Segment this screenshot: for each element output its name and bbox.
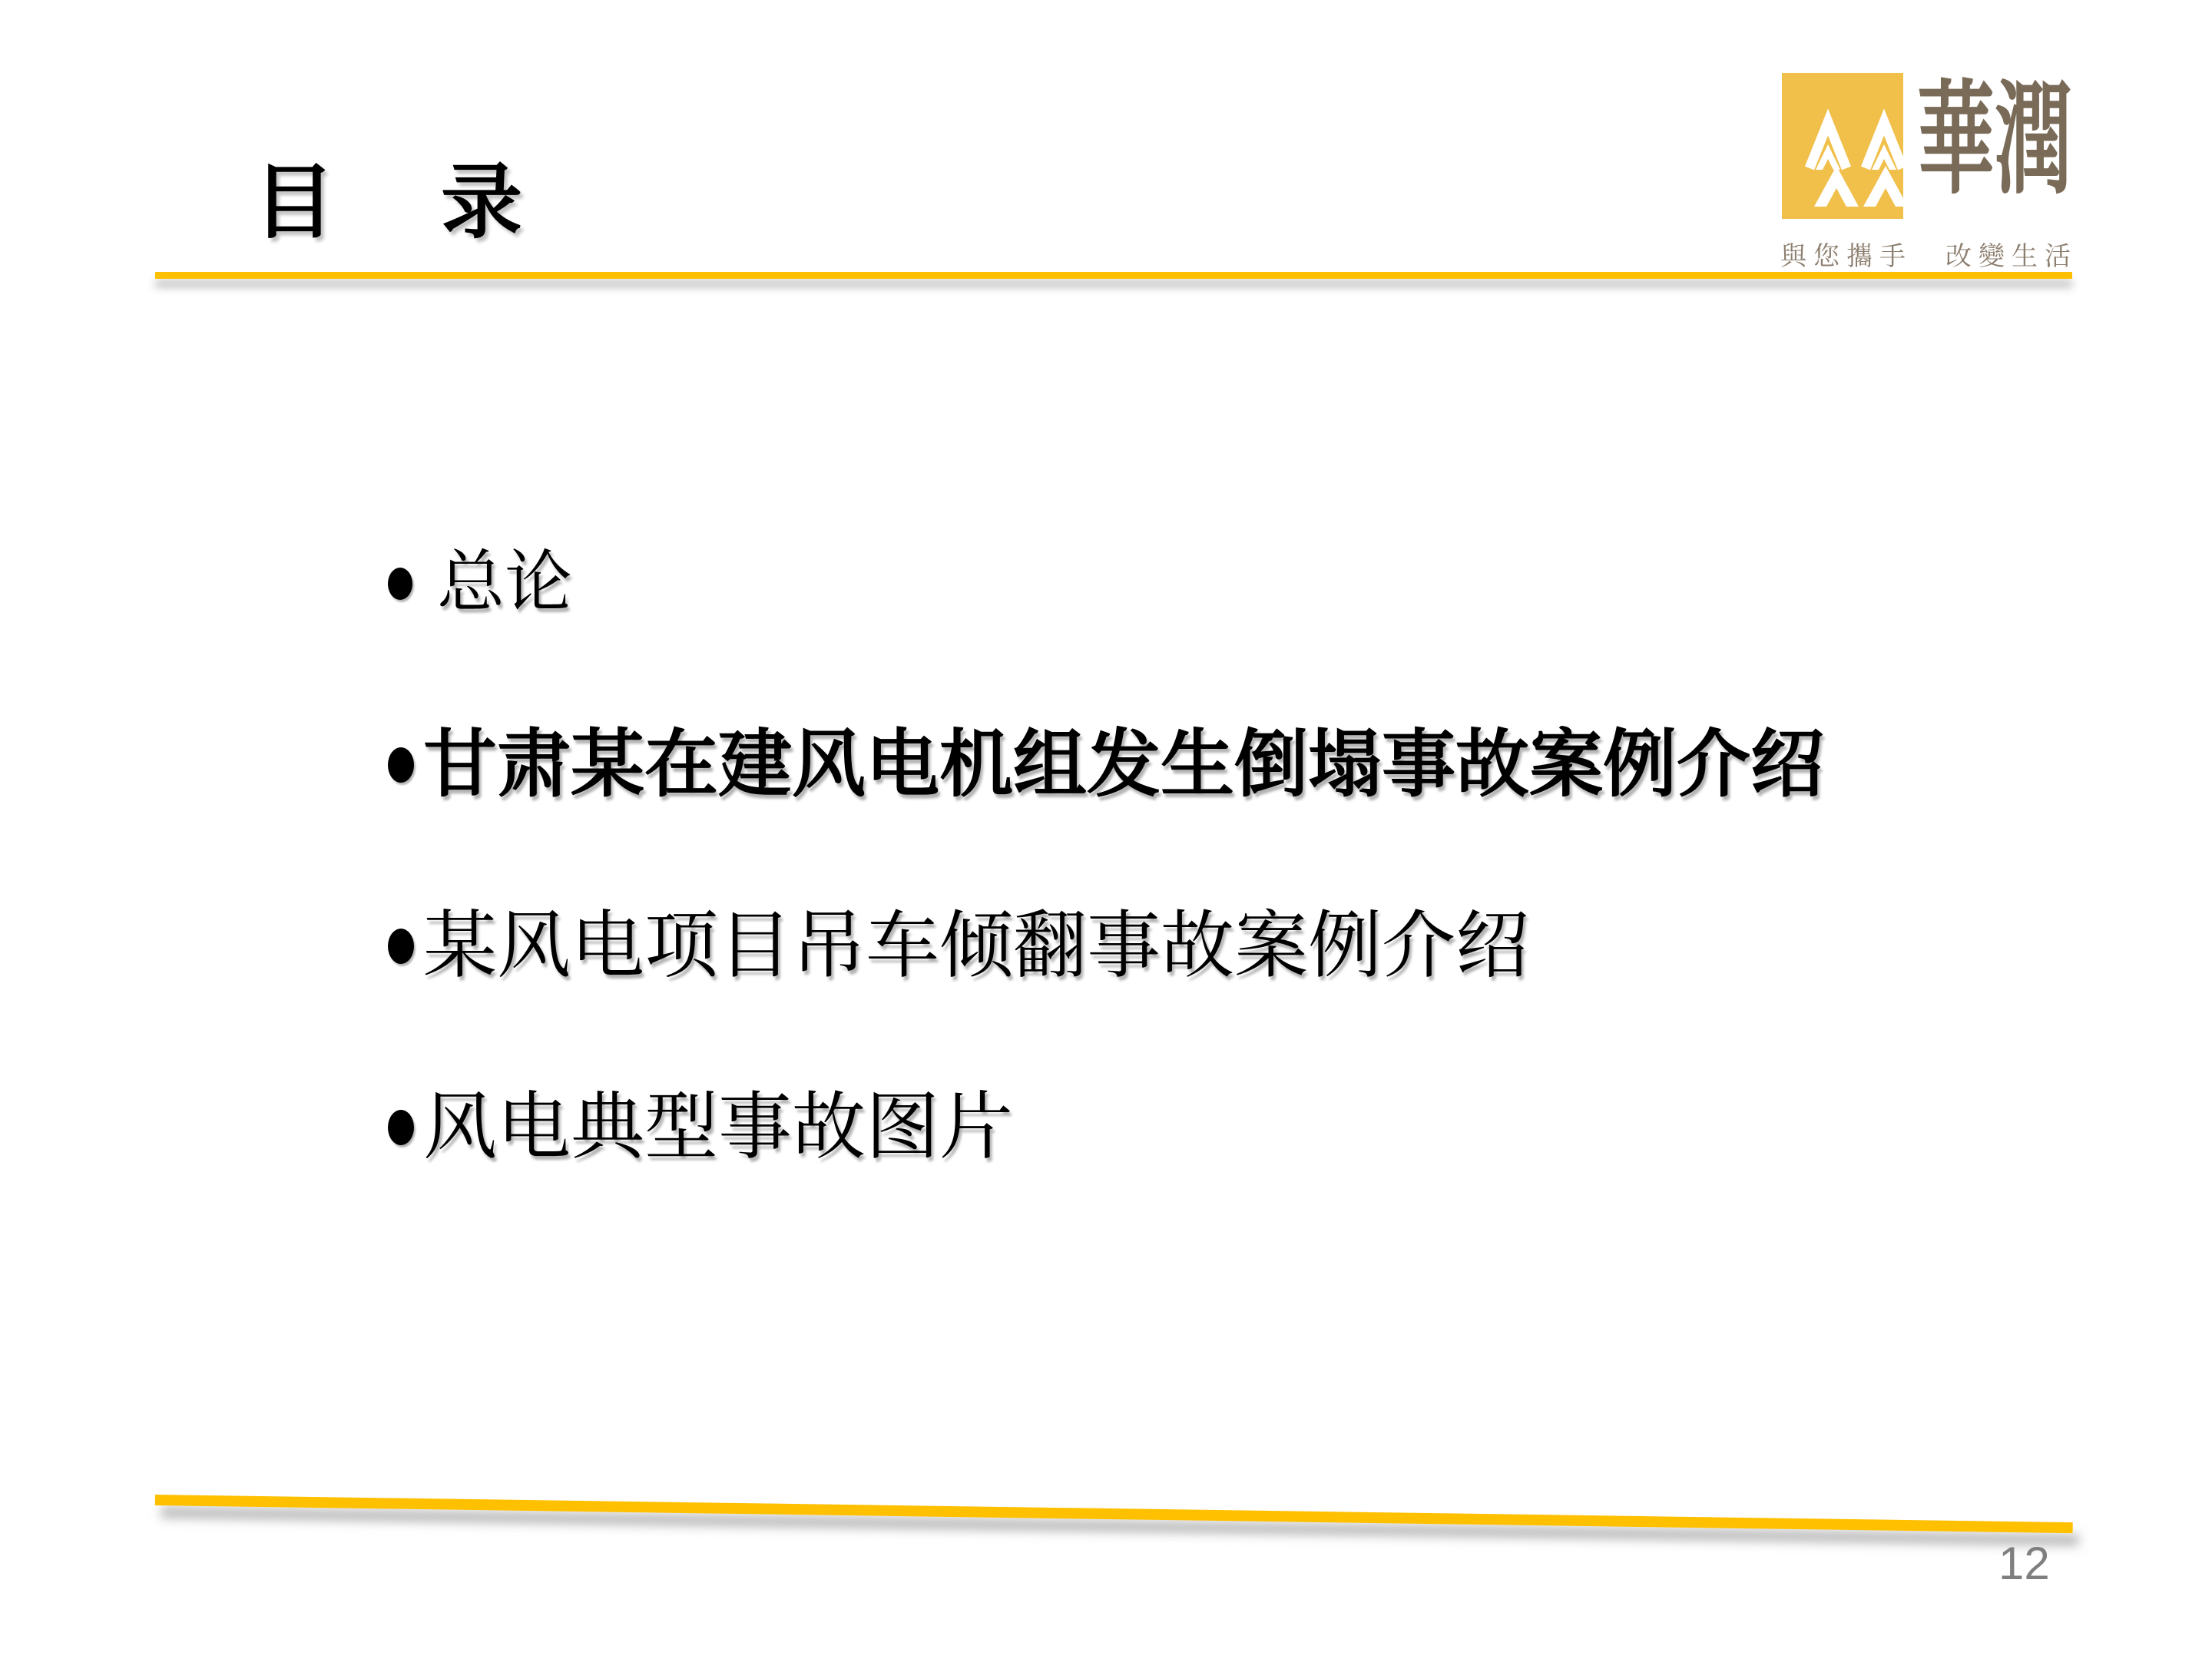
toc-item-label: 甘肃某在建风电机组发生倒塌事故案例介绍: [423, 724, 1824, 806]
toc-item-label: 某风电项目吊车倾翻事故案例介绍: [423, 905, 1529, 987]
toc-item-label: 总论: [437, 546, 573, 621]
toc-list: [388, 545, 1824, 1270]
logo: [1780, 72, 2078, 273]
bullet-icon: [388, 1110, 414, 1145]
page-title: 目 录: [253, 157, 535, 248]
bullet-icon: [388, 747, 414, 783]
toc-item-crane-overturn-case: [388, 905, 1824, 987]
toc-item-overview: [388, 545, 1824, 622]
toc-item-label: 风电典型事故图片: [423, 1086, 1013, 1168]
footer-divider: [155, 1495, 2073, 1533]
toc-item-typical-accident-photos: [388, 1086, 1824, 1168]
title-divider: [155, 272, 2072, 279]
logo-mark-icon: [1782, 73, 1903, 219]
logo-wordmark: 華潤: [1917, 72, 2072, 209]
logo-tagline: 與您攜手 改變生活: [1780, 242, 2078, 271]
bullet-icon: [388, 568, 412, 600]
toc-item-gansu-collapse-case: [388, 724, 1824, 806]
page-number: 12: [1998, 1538, 2050, 1589]
bullet-icon: [388, 929, 414, 964]
